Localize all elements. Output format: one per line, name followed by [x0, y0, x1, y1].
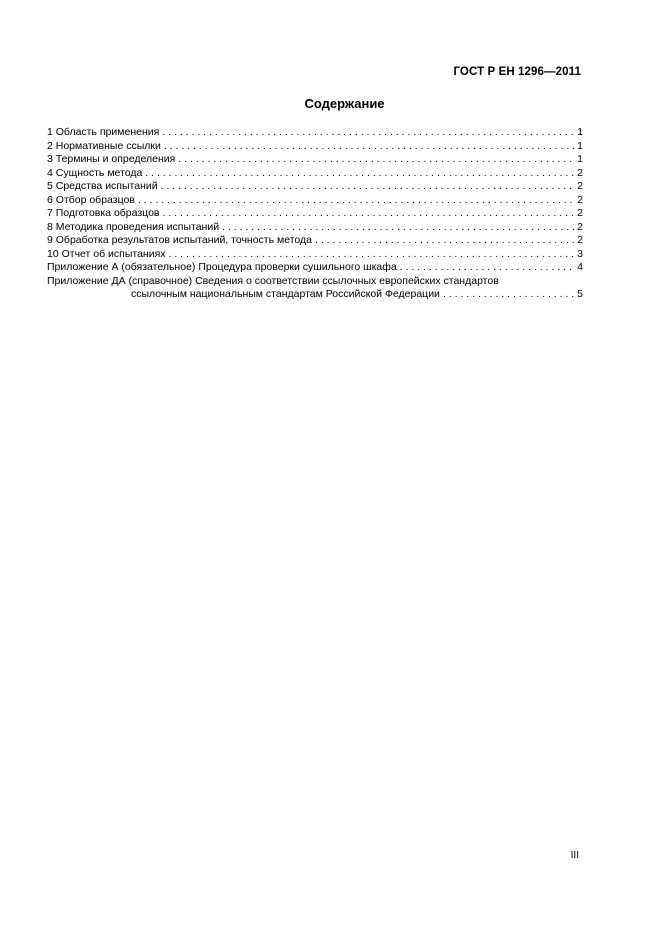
toc-entry-appendix-da[interactable] — [47, 275, 583, 289]
toc-entry[interactable] — [47, 180, 583, 194]
toc-entry[interactable] — [47, 126, 583, 140]
toc-entry-page: 2 — [577, 193, 583, 206]
toc-entry-page: 2 — [577, 234, 583, 246]
toc-entry[interactable] — [47, 140, 583, 154]
toc-leader-dots — [169, 248, 576, 262]
page-number: III — [570, 850, 579, 861]
toc-leader-dots — [315, 234, 575, 248]
toc-entry-label: 3 Термины и определения — [47, 153, 176, 165]
toc-entry[interactable] — [47, 153, 583, 167]
toc-entry[interactable] — [47, 194, 583, 208]
toc-entry-label: 9 Обработка результатов испытаний, точность метода — [47, 234, 312, 246]
toc-leader-dots — [443, 288, 575, 302]
toc-entry-page: 2 — [577, 180, 583, 192]
toc-entry-page: 3 — [577, 247, 583, 260]
toc-entry-page: 5 — [577, 288, 583, 300]
toc-entry-label: 10 Отчет об испытаниях — [47, 247, 166, 260]
toc-leader-dots — [178, 153, 575, 167]
toc-entry-label: Приложение ДА (справочное) Сведения о соответствии ссылочных европейских стандартов — [47, 274, 499, 287]
toc-entry-label: 2 Нормативные ссылки — [47, 139, 161, 152]
toc-entry-appendix-da-continuation[interactable] — [47, 288, 583, 302]
toc-leader-dots — [145, 167, 575, 181]
table-of-contents — [47, 126, 583, 302]
toc-title-text: Содержание — [304, 96, 385, 111]
toc-leader-dots — [138, 194, 575, 208]
toc-entry-page: 2 — [577, 207, 583, 219]
toc-leader-dots — [164, 140, 575, 154]
toc-entry-page: 2 — [577, 220, 583, 233]
toc-entry-label: 7 Подготовка образцов — [47, 207, 160, 219]
toc-entry-page: 1 — [577, 139, 583, 152]
toc-title — [0, 96, 661, 111]
toc-entry-page: 2 — [577, 166, 583, 179]
toc-entry-page: 1 — [577, 126, 583, 138]
document-code: ГОСТ Р ЕН 1296—2011 — [453, 66, 581, 78]
toc-entry[interactable] — [47, 221, 583, 235]
toc-entry[interactable] — [47, 248, 583, 262]
toc-leader-dots — [222, 221, 575, 235]
toc-leader-dots — [162, 207, 575, 221]
toc-entry-label: 8 Методика проведения испытаний — [47, 220, 220, 233]
toc-entry-page: 4 — [577, 261, 583, 273]
toc-entry-label: 6 Отбор образцов — [47, 193, 135, 206]
toc-entry-label: 1 Область применения — [47, 126, 160, 138]
toc-entry-continuation-label: ссылочным национальным стандартам Российской Федерации — [131, 288, 440, 300]
toc-entry-label: Приложение А (обязательное) Процедура проверки сушильного шкафа — [47, 261, 397, 273]
toc-entry[interactable] — [47, 234, 583, 248]
toc-entry[interactable] — [47, 207, 583, 221]
toc-leader-dots — [400, 261, 575, 275]
toc-entry-page: 1 — [577, 153, 583, 165]
toc-leader-dots — [162, 126, 575, 140]
toc-entry[interactable] — [47, 167, 583, 181]
toc-entry-appendix-a[interactable] — [47, 261, 583, 275]
toc-leader-dots — [161, 180, 576, 194]
toc-entry-label: 4 Сущность метода — [47, 166, 143, 179]
toc-entry-label: 5 Средства испытаний — [47, 180, 158, 192]
